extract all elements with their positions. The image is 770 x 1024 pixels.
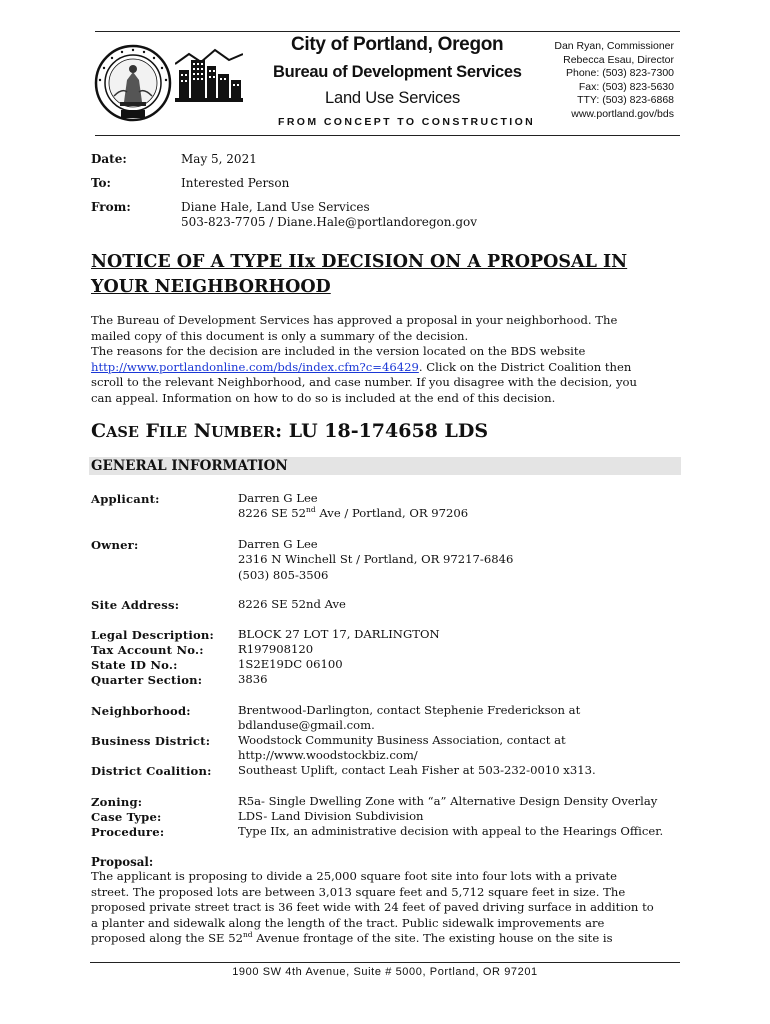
neighborhood-value [238, 703, 580, 734]
procedure-value: Type IIx, an administrative decision with appeal to the Hearings Officer. [238, 824, 664, 838]
proposal-heading: Proposal: [91, 855, 154, 869]
proposal-line1: The applicant is proposing to divide a 25,000 square foot site into four lots with a private [91, 869, 618, 883]
business-district-label: Business District: [91, 734, 211, 748]
case-file-ile: ILE [159, 424, 188, 441]
date-label: Date: [91, 152, 127, 166]
owner-label: Owner: [91, 538, 139, 552]
procedure-label: Procedure: [91, 825, 165, 839]
business-district-value [238, 733, 566, 764]
from-name: Diane Hale, Land Use Services [181, 200, 370, 214]
from-label: From: [91, 200, 131, 214]
district-coalition-label: District Coalition: [91, 764, 212, 778]
general-info-heading: GENERAL INFORMATION [91, 458, 288, 474]
proposal-paragraph [91, 869, 691, 947]
proposal-line3: proposed private street tract is 36 feet wide with 24 feet of paved driving surface in addition to [91, 900, 654, 915]
from-contact: 503-823-7705 / Diane.Hale@portlandoregon.gov [181, 215, 478, 229]
proposal-line2: street. The proposed lots are between 3,013 square feet and 5,712 square feet in size. The [91, 884, 626, 899]
site-address-label: Site Address: [91, 598, 180, 612]
tty-line: TTY: (503) 823-6868 [577, 94, 674, 107]
notice-line2: mailed copy of this document is only a summary of the decision. [91, 328, 469, 343]
state-id-value: 1S2E19DC 06100 [238, 657, 343, 671]
commissioner-line: Dan Ryan, Commissioner [554, 40, 674, 52]
applicant-label: Applicant: [91, 492, 160, 506]
notice-title-line1: NOTICE OF A TYPE IIx DECISION ON A PROPOSAL IN [91, 252, 628, 272]
applicant-address-start: 8226 SE 52 [238, 506, 307, 521]
applicant-value [238, 491, 468, 522]
notice-line3: The reasons for the decision are included in the version located on the BDS website [91, 344, 586, 359]
owner-value [238, 537, 513, 583]
case-file-n: N [193, 420, 212, 442]
city-name: City of Portland, Oregon [291, 34, 504, 55]
tagline: FROM CONCEPT TO CONSTRUCTION [278, 116, 536, 128]
contact-block [554, 40, 674, 122]
header-top-rule [95, 31, 680, 32]
tax-account-value: R197908120 [238, 642, 314, 656]
website-line: www.portland.gov/bds [571, 107, 674, 120]
city-seal-icon [94, 44, 172, 122]
owner-address: 2316 N Winchell St / Portland, OR 97217-6846 [238, 552, 514, 567]
zoning-label: Zoning: [91, 795, 143, 809]
zoning-value: R5a- Single Dwelling Zone with “a” Alternative Design Density Overlay [238, 794, 658, 808]
fax-line: Fax: (503) 823-5630 [578, 80, 674, 93]
district-coalition-value: Southeast Uplift, contact Leah Fisher at 503-232-0010 x313. [238, 763, 596, 777]
proposal-line5-start: proposed along the SE 52 [91, 931, 243, 946]
owner-phone: (503) 805-3506 [238, 567, 329, 582]
state-id-label: State ID No.: [91, 658, 178, 672]
proposal-line5 [91, 931, 691, 947]
to-value: Interested Person [181, 176, 290, 190]
applicant-address-sup: nd [306, 505, 316, 515]
proposal-line5-end: Avenue frontage of the site. The existing house on the site is [252, 931, 613, 946]
notice-line4 [91, 360, 691, 376]
neighborhood-label: Neighborhood: [91, 704, 191, 718]
date-value: May 5, 2021 [181, 152, 257, 166]
case-file-c: C [91, 420, 107, 442]
footer-address: 1900 SW 4th Avenue, Suite # 5000, Portland, OR 97201 [232, 966, 538, 978]
applicant-address [238, 506, 468, 521]
proposal-line4: a planter and sidewalk along the length of the tract. Public sidewalk improvements are [91, 915, 605, 930]
case-file-ase: ASE [106, 424, 139, 441]
business-district-line2: http://www.woodstockbiz.com/ [238, 748, 418, 763]
case-file-number [91, 420, 488, 442]
tax-account-label: Tax Account No.: [91, 643, 204, 657]
skyline-logo-icon [175, 48, 243, 102]
division-name: Land Use Services [325, 89, 461, 107]
neighborhood-line2: bdlanduse@gmail.com. [238, 718, 375, 733]
notice-line5: scroll to the relevant Neighborhood, and case number. If you disagree with the decision, you [91, 375, 637, 390]
legal-description-value: BLOCK 27 LOT 17, DARLINGTON [238, 627, 440, 641]
case-type-value: LDS- Land Division Subdivision [238, 809, 424, 823]
case-file-value: : LU 18-174658 LDS [275, 420, 489, 442]
director-line: Rebecca Esau, Director [563, 53, 674, 66]
quarter-section-label: Quarter Section: [91, 673, 203, 687]
case-file-f: F [145, 420, 160, 442]
business-district-line1: Woodstock Community Business Association, contact at [238, 733, 566, 747]
bds-website-link[interactable]: http://www.portlandonline.com/bds/index.cfm?c=46429 [91, 359, 419, 374]
phone-line: Phone: (503) 823-7300 [566, 67, 674, 80]
footer-rule [90, 962, 680, 963]
case-file-umber: UMBER [211, 424, 276, 441]
legal-description-label: Legal Description: [91, 628, 215, 642]
notice-line1: The Bureau of Development Services has approved a proposal in your neighborhood. The [91, 313, 618, 327]
notice-title-line2: YOUR NEIGHBORHOOD [91, 276, 331, 297]
site-address-value: 8226 SE 52nd Ave [238, 597, 346, 611]
owner-name: Darren G Lee [238, 537, 318, 551]
header-bottom-rule [95, 135, 680, 136]
applicant-address-end: Ave / Portland, OR 97206 [315, 506, 469, 521]
applicant-name: Darren G Lee [238, 491, 318, 505]
notice-line4-rest: . Click on the District Coalition then [418, 359, 632, 374]
to-label: To: [91, 176, 111, 190]
notice-paragraph [91, 313, 691, 407]
proposal-line5-sup: nd [242, 930, 253, 940]
quarter-section-value: 3836 [238, 672, 268, 686]
notice-line6: can appeal. Information on how to do so is included at the end of this decision. [91, 390, 556, 405]
bureau-name: Bureau of Development Services [273, 63, 522, 81]
neighborhood-line1: Brentwood-Darlington, contact Stephenie Frederickson at [238, 703, 581, 717]
case-type-label: Case Type: [91, 810, 162, 824]
notice-title [91, 250, 691, 299]
